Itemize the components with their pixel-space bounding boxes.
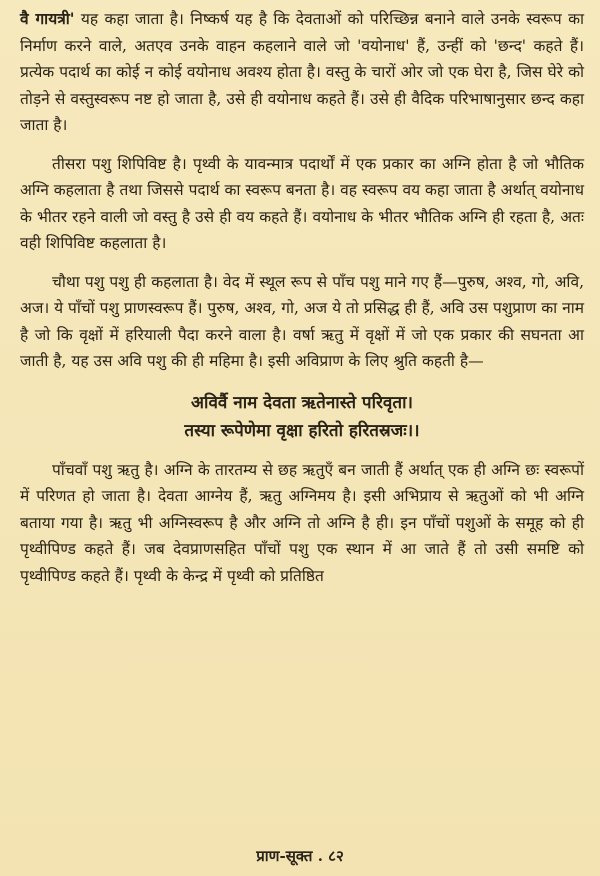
quoted-term: वै गायत्री' <box>20 9 75 28</box>
paragraph-4: पाँचवाँ पशु ऋतु है। अग्नि के तारतम्य से छह ऋतुएँ बन जाती हैं अर्थात् एक ही अग्नि छः स्वरूपों में परिणत हो जाता है। देवता आग्नेय हैं, ऋतु अग्निमय है। इसी अभिप्राय से ऋतुओं को भी अग्नि बताया गया है। ऋतु भी अग्निस्वरूप है और अग्नि तो अग्नि है ही। इन पाँचों पशुओं के समूह को ही पृथ्वीपिण्ड कहते हैं। जब देवप्राणसहित पाँचों पशु एक स्थान में आ जाते हैं तो उसी समष्टि को पृथ्वीपिण्ड कहते हैं। पृथ्वी के केन्द्र में पृथ्वी को प्रतिष्ठित <box>20 460 584 585</box>
paragraph-1 <box>20 6 584 139</box>
paragraph-3: चौथा पशु पशु ही कहलाता है। वेद में स्थूल रूप से पाँच पशु माने गए हैं—पुरुष, अश्व, गो, अवि, अज। ये पाँचों पशु प्राणस्वरूप हैं। पुरुष, अश्व, गो, अज ये तो प्रसिद्ध ही हैं, अवि उस पशुप्राण का नाम है जो कि वृक्षों में हरियाली पैदा करने वाला है। वर्षा ऋतु में वृक्षों में जो एक प्रकार की सघनता आ जाती है, यह उस अवि पशु की ही महिमा है। इसी अविप्राण के लिए श्रुति कहती है— <box>20 272 585 370</box>
paragraph-2: तीसरा पशु शिपिविष्ट है। पृथ्वी के यावन्मात्र पदार्थों में एक प्रकार का अग्नि होता है जो भौतिक अग्नि कहलाता है तथा जिससे पदार्थ का स्वरूप बनता है। वह स्वरूप वय कहा जाता है अर्थात् वयोनाध के भीतर रहने वाली जो वस्तु है उसे ही वय कहते हैं। वयोनाध के भीतर भौतिक अग्नि ही रहता है, अतः वही शिपिविष्ट कहलाता है। <box>20 154 584 252</box>
page-footer: प्राण-सूक्त . ८२ <box>256 847 344 865</box>
verse-line-2: तस्या रूपेणेमा वृक्षा हरितो हरितस्रजः।। <box>184 420 420 441</box>
verse-block <box>20 389 584 445</box>
verse-line-1: अविर्वै नाम देवता ऋतेनास्ते परिवृता। <box>191 392 413 413</box>
paragraph-1-text: यह कहा जाता है। निष्कर्ष यह है कि देवताओं को परिच्छिन्न बनाने वाले उनके स्वरूप का निर्माण करने वाले, अतएव उनके वाहन कहलाने वाले जो 'वयोनाध' हैं, उन्हीं को 'छन्द' कहते हैं। प्रत्येक पदार्थ का कोई न कोई वयोनाध अवश्य होता है। वस्तु के चारों ओर जो एक घेरा है, जिस घेरे को तोड़ने से वस्तुस्वरूप नष्ट हो जाता है, उसे ही वयोनाध कहते हैं। उसे ही वैदिक परिभाषानुसार छन्द कहा जाता है। <box>20 10 584 134</box>
